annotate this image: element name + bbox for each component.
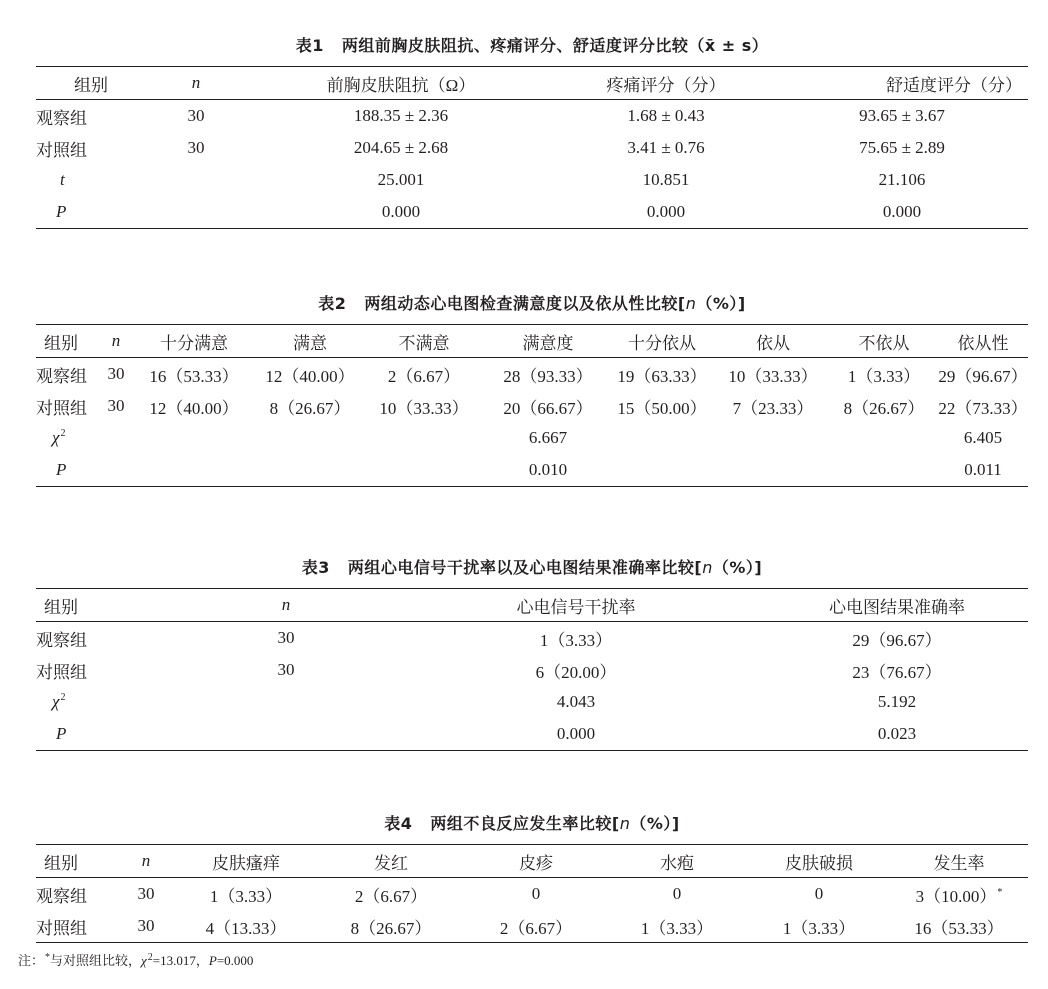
table-cell: 7（23.33） [732,398,814,418]
table-cell: 30 [187,138,205,157]
table4 [36,844,1028,943]
table-cell: 30 [137,916,155,935]
table-cell: 0 [531,884,541,903]
table-cell: 4（13.33） [205,918,287,938]
table-cell: 观察组 [36,630,87,650]
table1-block [36,30,1028,235]
table3 [36,588,1028,751]
table-row [36,100,1028,133]
header-cell: 皮肤瘙痒 [212,853,280,873]
table-row [36,164,1028,196]
table-row [36,622,1028,655]
header-cell: 皮肤破损 [785,853,853,873]
table-cell: 对照组 [36,918,87,938]
table-cell: 1（3.33） [209,886,283,906]
table-cell: 3.41 ± 0.76 [627,138,705,157]
table-cell: 30 [277,660,295,679]
table-cell: 30 [107,364,125,383]
table-cell: 19（63.33） [617,366,707,386]
table-cell: 观察组 [36,886,87,906]
table-cell: 0 [672,884,682,903]
table-row [36,196,1028,229]
table-cell: 12（40.00） [149,398,239,418]
table3-block [36,552,1028,757]
table-cell: 29（96.67） [852,630,942,650]
header-cell: 依从性 [957,333,1009,353]
header-cell: 组别 [44,333,78,353]
table-cell: 8（26.67） [843,398,925,418]
header-cell: 不依从 [858,333,910,353]
significance-mark: * [997,886,1003,898]
table-cell: 75.65 ± 2.89 [859,138,945,157]
table-cell: 12（40.00） [265,366,355,386]
table-cell: 30 [277,628,295,647]
header-cell: 心电信号干扰率 [516,597,636,617]
table-cell: 观察组 [36,366,87,386]
table-cell [360,422,488,454]
header-cell: 疼痛评分（分） [606,75,726,95]
table-cell [104,454,128,487]
table-cell: 0.011 [964,460,1002,479]
table-cell [128,422,260,454]
table-cell: 15（50.00） [617,398,707,418]
table-cell: 20（66.67） [503,398,593,418]
table1-caption: 表1 两组前胸皮肤阻抗、疼痛评分、舒适度评分比较（x̄ ± s） [295,36,769,55]
header-cell: 水疱 [660,853,694,873]
table-cell [186,686,386,718]
table1 [36,66,1028,229]
table-cell: 10（33.33） [379,398,469,418]
table-cell: 29（96.67） [938,366,1028,386]
table-row [36,686,1028,718]
table-cell: 8（26.67） [269,398,351,418]
table-cell: 5.192 [877,692,917,711]
table-header-row [36,325,1028,358]
header-cell: 依从 [756,333,790,353]
table-cell: 204.65 ± 2.68 [353,138,449,157]
table-cell: 6（20.00） [535,662,617,682]
table-cell [186,718,386,751]
table-cell: 30 [137,884,155,903]
table4-block [36,808,1028,948]
header-cell: n [111,331,121,350]
header-cell: 前胸皮肤阻抗（Ω） [326,75,476,95]
table-cell: 10.851 [642,170,690,189]
table-cell: 10（33.33） [728,366,818,386]
table-cell: 0.023 [877,724,917,743]
table-cell [146,196,246,229]
table-row [36,358,1028,391]
table-cell: 22（73.33） [938,398,1028,418]
table-cell [830,422,938,454]
table-cell: 1（3.33） [847,366,921,386]
table-cell: P [56,460,67,479]
table-cell [146,164,246,196]
table-cell: 1（3.33） [539,630,613,650]
table-header-row [36,845,1028,878]
header-cell: 组别 [74,75,108,95]
table-cell: 8（26.67） [350,918,432,938]
table-row [36,454,1028,487]
table-cell: P [56,202,67,221]
table-cell: 2（6.67） [499,918,573,938]
table-cell [360,454,488,487]
table-cell: 0.000 [381,202,421,221]
table-cell [260,422,360,454]
table2 [36,324,1028,487]
table-row [36,878,1028,911]
table-cell: 188.35 ± 2.36 [353,106,449,125]
header-cell: 十分依从 [628,333,696,353]
table-cell: t [60,170,65,189]
table-cell: 1（3.33） [640,918,714,938]
table-cell: 3（10.00）* [915,886,1003,906]
table-cell: 1.68 ± 0.43 [627,106,705,125]
table-cell: 0 [814,884,824,903]
header-cell: 组别 [44,597,78,617]
header-cell: n [191,73,201,92]
table-cell: 30 [187,106,205,125]
table-cell: 2（6.67） [387,366,461,386]
header-cell: 满意 [293,333,327,353]
table-cell: 观察组 [36,108,87,128]
table-cell: 30 [107,396,125,415]
table-cell: P [56,724,67,743]
table-row [36,390,1028,422]
table-cell [608,454,716,487]
header-cell: 不满意 [398,333,450,353]
table-row [36,132,1028,164]
table-cell: 28（93.33） [503,366,593,386]
table-cell: 0.000 [556,724,596,743]
table-cell: 2（6.67） [354,886,428,906]
table-header-row [36,67,1028,100]
table-cell [128,454,260,487]
table-cell: 对照组 [36,662,87,682]
table3-caption: 表3 两组心电信号干扰率以及心电图结果准确率比较[n（%）] [301,558,763,577]
table-cell: 16（53.33） [149,366,239,386]
table-cell: 25.001 [377,170,425,189]
table-cell [830,454,938,487]
table-cell: 对照组 [36,398,87,418]
table-cell: 0.000 [882,202,922,221]
table-cell [104,422,128,454]
table-cell: $\chi^2$ [52,692,66,711]
table-cell: 6.667 [528,428,568,447]
table-footnote: 注：*与对照组比较，$\chi^2=13.017$，P=0.000 [18,951,254,968]
header-cell: 发生率 [933,853,985,873]
table2-caption: 表2 两组动态心电图检查满意度以及依从性比较[n（%）] [318,294,746,313]
table-cell: 0.010 [528,460,568,479]
table-header-row [36,589,1028,622]
table-cell: 对照组 [36,140,87,160]
table4-caption: 表4 两组不良反应发生率比较[n（%）] [384,814,680,833]
table-cell: 1（3.33） [782,918,856,938]
header-cell: n [141,851,151,870]
table-cell: 93.65 ± 3.67 [859,106,945,125]
header-cell: 心电图结果准确率 [829,597,965,617]
table-cell: 21.106 [878,170,926,189]
table-row [36,654,1028,686]
header-cell: 组别 [44,853,78,873]
header-cell: n [281,595,291,614]
header-cell: 十分满意 [160,333,228,353]
table-cell: 16（53.33） [914,918,1004,938]
header-cell: 满意度 [522,333,574,353]
table-cell: 0.000 [646,202,686,221]
header-cell: 发红 [374,853,408,873]
table-cell [260,454,360,487]
table-cell [716,422,830,454]
header-cell: 皮疹 [519,853,553,873]
table2-block [36,288,1028,493]
table-row [36,422,1028,454]
table-row [36,910,1028,943]
table-cell: 23（76.67） [852,662,942,682]
table-cell: $\chi^2$ [52,428,66,447]
table-cell: 6.405 [963,428,1003,447]
header-cell: 舒适度评分（分） [886,75,1022,95]
table-row [36,718,1028,751]
table-cell [608,422,716,454]
table-cell [716,454,830,487]
table-cell: 4.043 [556,692,596,711]
